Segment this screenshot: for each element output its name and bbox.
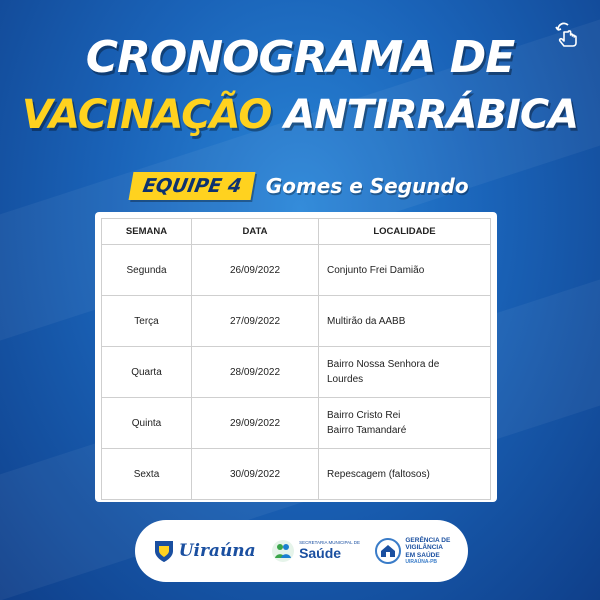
gerencia-line: EM SAÚDE bbox=[405, 551, 440, 559]
table-row bbox=[102, 245, 491, 296]
table-row bbox=[102, 296, 491, 347]
cell-location bbox=[319, 245, 491, 296]
cell-week: Segunda bbox=[102, 245, 192, 296]
gerencia-line: VIGILÂNCIA bbox=[405, 544, 443, 552]
gerencia-line: GERÊNCIA DE bbox=[405, 536, 451, 544]
table-row bbox=[102, 347, 491, 398]
table-row bbox=[102, 398, 491, 449]
location-line: Lourdes bbox=[327, 374, 364, 385]
location-line: Repescagem (faltosos) bbox=[327, 468, 430, 480]
vigilancia-logo bbox=[375, 537, 450, 565]
cell-date: 26/09/2022 bbox=[192, 245, 319, 296]
location-line: Conjunto Frei Damião bbox=[327, 264, 425, 276]
cell-date: 28/09/2022 bbox=[192, 347, 319, 398]
cell-location bbox=[319, 296, 491, 347]
table-row bbox=[102, 449, 491, 500]
cell-date: 27/09/2022 bbox=[192, 296, 319, 347]
page-title: CRONOGRAMA DE bbox=[85, 32, 515, 83]
location-line: Bairro Nossa Senhora de bbox=[327, 359, 440, 370]
team-badge: EQUIPE 4 bbox=[129, 172, 256, 200]
table-header-row bbox=[102, 219, 491, 245]
cell-week: Quinta bbox=[102, 398, 192, 449]
uirauna-logo bbox=[153, 538, 256, 564]
gerencia-location: UIRAÚNA-PB bbox=[405, 559, 438, 566]
location-line: Bairro Cristo Rei bbox=[327, 410, 401, 421]
saude-wordmark: Saúde bbox=[299, 545, 342, 562]
column-header-week: SEMANA bbox=[102, 219, 192, 245]
schedule-table bbox=[101, 218, 491, 500]
cell-date: 30/09/2022 bbox=[192, 449, 319, 500]
location-line: Multirão da AABB bbox=[327, 315, 406, 327]
column-header-date: DATA bbox=[192, 219, 319, 245]
location-line: Bairro Tamandaré bbox=[327, 425, 407, 436]
saude-logo bbox=[271, 539, 360, 563]
cell-week: Sexta bbox=[102, 449, 192, 500]
title-highlight: VACINAÇÃO bbox=[21, 92, 272, 138]
cell-location bbox=[319, 398, 491, 449]
house-shield-icon bbox=[375, 538, 401, 564]
cell-week: Quarta bbox=[102, 347, 192, 398]
column-header-location: LOCALIDADE bbox=[319, 219, 491, 245]
page-subtitle bbox=[0, 92, 600, 138]
secretaria-label: SECRETARIA MUNICIPAL DE bbox=[299, 539, 360, 545]
cell-date: 29/09/2022 bbox=[192, 398, 319, 449]
schedule-card bbox=[95, 212, 497, 502]
footer-logos bbox=[135, 520, 468, 582]
team-row bbox=[0, 172, 600, 200]
cell-location bbox=[319, 449, 491, 500]
title-rest: ANTIRRÁBICA bbox=[284, 92, 579, 138]
cell-week: Terça bbox=[102, 296, 192, 347]
city-crest-icon bbox=[153, 538, 175, 564]
health-people-icon bbox=[271, 539, 295, 563]
team-names: Gomes e Segundo bbox=[265, 174, 469, 198]
uirauna-wordmark: Uiraúna bbox=[178, 541, 256, 561]
cell-location bbox=[319, 347, 491, 398]
